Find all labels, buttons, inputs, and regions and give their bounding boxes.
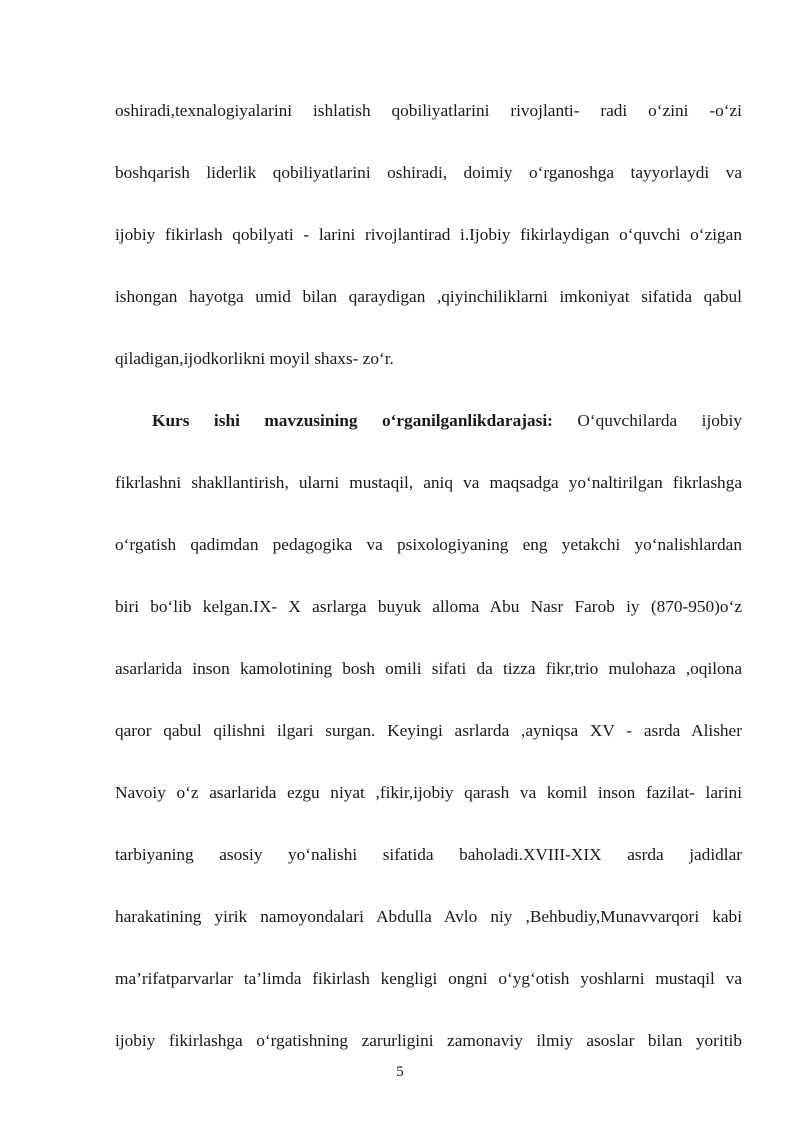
line-text: qaror qabul qilishni ilgari surgan. Keyingi asrlarda ,ayniqsa XV - asrda Alisher	[115, 721, 742, 740]
text-line	[115, 390, 742, 452]
line-text: tarbiyaning asosiy yo‘nalishi sifatida baholadi.XVIII-XIX asrda jadidlar	[115, 845, 742, 864]
text-line	[115, 142, 742, 204]
line-text: ijobiy fikirlash qobilyati - larini rivojlantirad i.Ijobiy fikirlaydigan o‘quvchi o‘zigan	[115, 225, 742, 244]
line-text: harakatining yirik namoyondalari Abdulla Avlo niy ,Behbudiy,Munavvarqori kabi	[115, 907, 742, 926]
text-line	[115, 824, 742, 886]
line-text: asarlarida inson kamolotining bosh omili sifati da tizza fikr,trio mulohaza ,oqilona	[115, 659, 742, 678]
text-line	[115, 452, 742, 514]
line-text: boshqarish liderlik qobiliyatlarini oshiradi, doimiy o‘rganoshga tayyorlaydi va	[115, 163, 742, 182]
line-text: qiladigan,ijodkorlikni moyil shaxs- zo‘r.	[115, 349, 394, 368]
text-line	[115, 762, 742, 824]
line-text: O‘quvchilarda ijobiy	[552, 411, 742, 430]
text-line	[115, 328, 742, 390]
line-text: Navoiy o‘z asarlarida ezgu niyat ,fikir,ijobiy qarash va komil inson fazilat- larini	[115, 783, 742, 802]
line-text: fikrlashni shakllantirish, ularni mustaqil, aniq va maqsadga yo‘naltirilgan fikrlashga	[115, 473, 742, 492]
text-line	[115, 576, 742, 638]
page-number: 5	[396, 1064, 404, 1080]
text-line	[115, 80, 742, 142]
text-line	[115, 948, 742, 1010]
body-text	[115, 80, 742, 1072]
line-text: oshiradi,texnalogiyalarini ishlatish qobiliyatlarini rivojlanti- radi o‘zini -o‘zi	[115, 101, 742, 120]
text-line	[115, 1010, 742, 1072]
text-line	[115, 886, 742, 948]
text-line	[115, 514, 742, 576]
line-text: ijobiy fikirlashga o‘rgatishning zarurligini zamonaviy ilmiy asoslar bilan yoritib	[115, 1031, 742, 1050]
text-line	[115, 638, 742, 700]
text-line	[115, 266, 742, 328]
line-text: biri bo‘lib kelgan.IX- X asrlarga buyuk alloma Abu Nasr Farob iy (870-950)o‘z	[115, 597, 742, 616]
line-text: o‘rgatish qadimdan pedagogika va psixologiyaning eng yetakchi yo‘nalishlardan	[115, 535, 742, 554]
text-line	[115, 700, 742, 762]
line-text: ma’rifatparvarlar ta’limda fikirlash kengligi ongni o‘yg‘otish yoshlarni mustaqil va	[115, 969, 742, 988]
text-line	[115, 204, 742, 266]
line-text: ishongan hayotga umid bilan qaraydigan ,qiyinchiliklarni imkoniyat sifatida qabul	[115, 287, 742, 306]
section-heading: Kurs ishi mavzusining o‘rganilganlikdarajasi:	[152, 411, 553, 430]
